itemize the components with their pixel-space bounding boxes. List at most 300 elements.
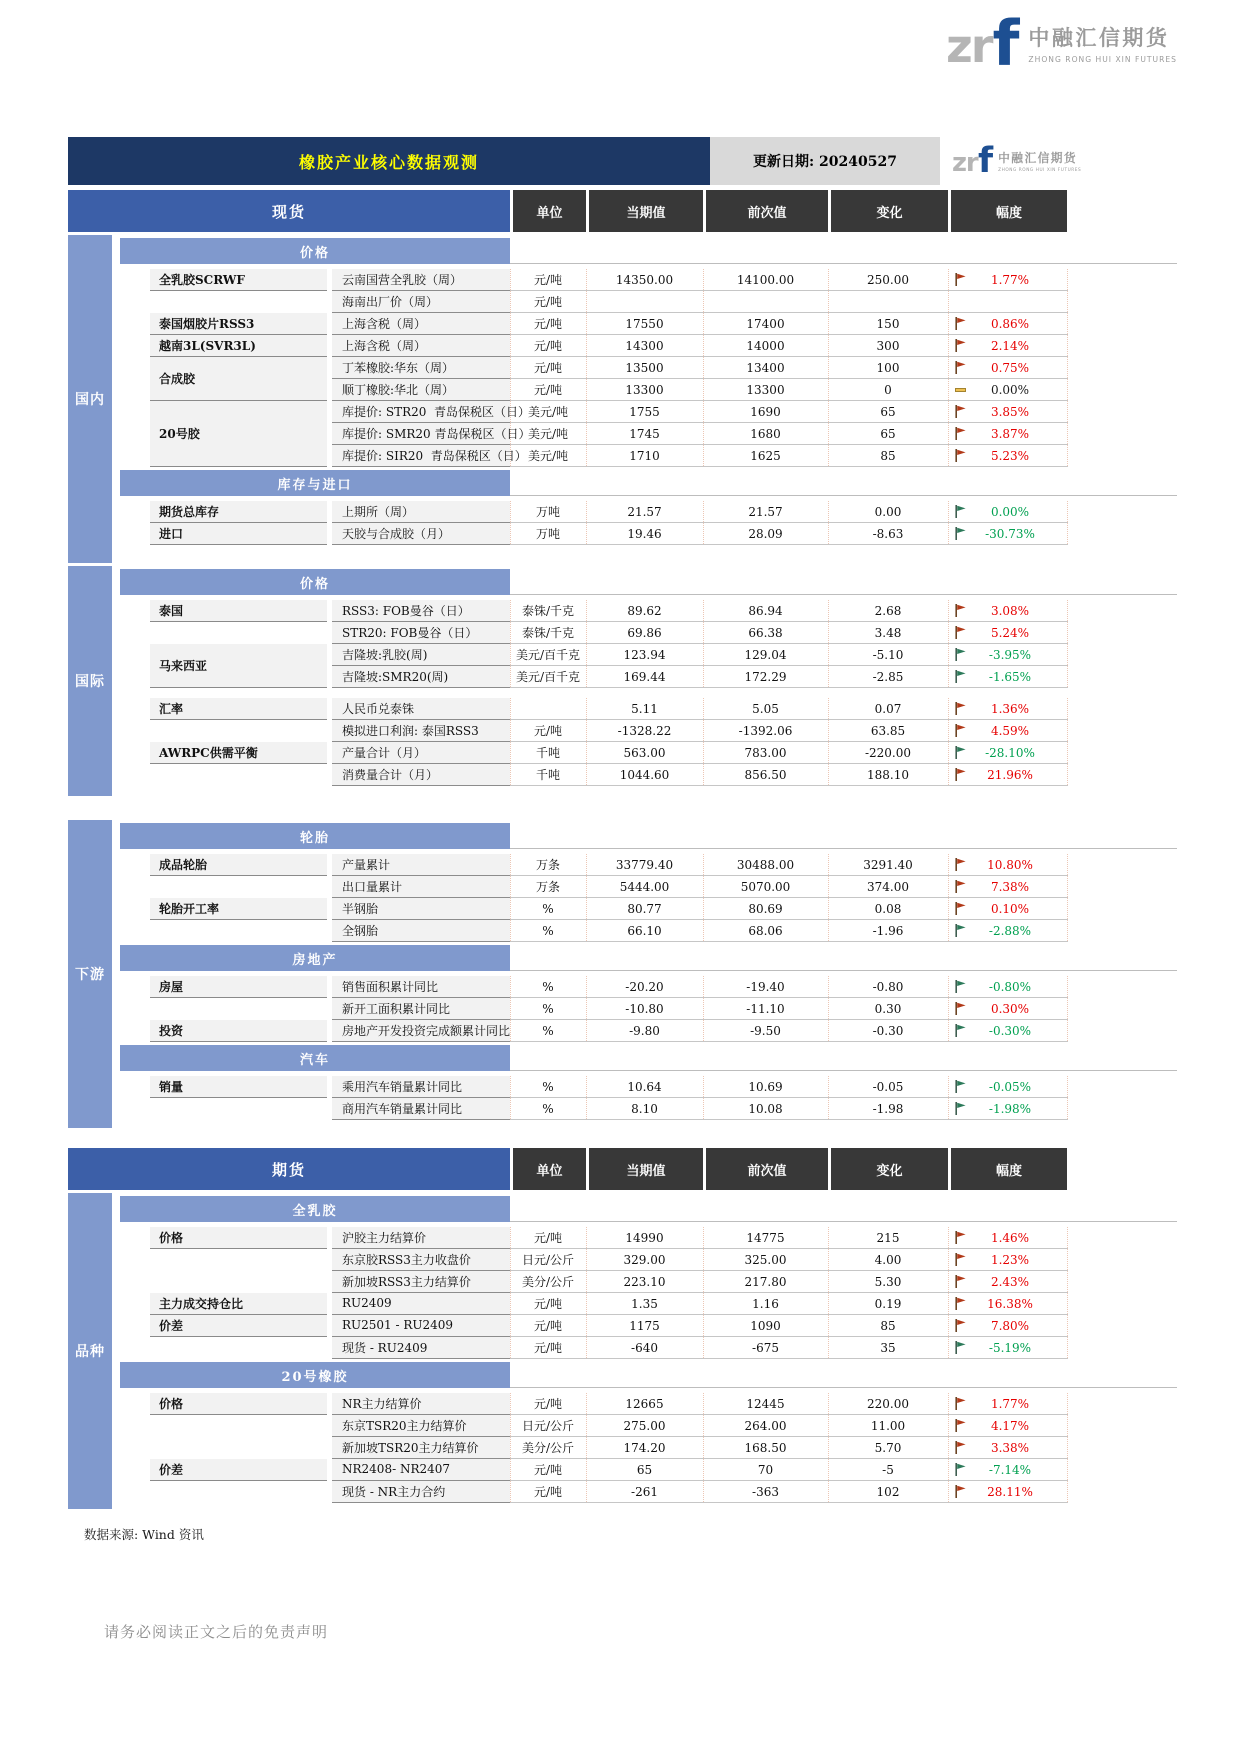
category-label: 马来西亚 (150, 644, 327, 688)
category-label: 投资 (150, 1020, 327, 1042)
cell-previous: 325.00 (703, 1249, 828, 1271)
section-header-row (120, 238, 1177, 264)
column-header: 单位 (510, 1148, 586, 1190)
cell-pct (948, 622, 1067, 644)
pct-wrap (949, 317, 1067, 331)
column-header: 前次值 (703, 1148, 828, 1190)
cell-unit: 元/吨 (510, 335, 586, 357)
logo-english-name: ZHONG RONG HUI XIN FUTURES (1028, 55, 1177, 64)
cell-current: 1175 (586, 1315, 703, 1337)
item-label: STR20: FOB曼谷（日） (332, 622, 510, 644)
pct-wrap (949, 1275, 1067, 1289)
item-label: 库提价: STR20 青岛保税区（日） (332, 401, 510, 423)
down-flag-icon (955, 1080, 968, 1093)
row-filler (1067, 1249, 1177, 1271)
logo-english-name: ZHONG RONG HUI XIN FUTURES (998, 167, 1082, 173)
pct-value: 7.38% (990, 879, 1030, 894)
down-flag-icon (955, 924, 968, 937)
section-header-rule (510, 569, 1177, 595)
data-row (120, 1459, 1177, 1481)
cell-current: 17550 (586, 313, 703, 335)
category-label: 泰国 (150, 600, 327, 622)
cell-previous: 70 (703, 1459, 828, 1481)
cell-unit: 千吨 (510, 742, 586, 764)
cell-previous: 264.00 (703, 1415, 828, 1437)
item-label: 出口量累计 (332, 876, 510, 898)
cell-current: 69.86 (586, 622, 703, 644)
up-flag-icon (955, 273, 968, 286)
cell-pct (948, 698, 1067, 720)
row-filler (1067, 1437, 1177, 1459)
cell-current: 80.77 (586, 898, 703, 920)
up-flag-icon (955, 1231, 968, 1244)
pct-value: 1.46% (990, 1230, 1030, 1245)
cell-change: 5.70 (828, 1437, 948, 1459)
cell-previous: 129.04 (703, 644, 828, 666)
up-flag-icon (955, 858, 968, 871)
pct-wrap (949, 1080, 1067, 1094)
panel-spot (68, 190, 1177, 796)
row-filler (1067, 501, 1177, 523)
cell-unit: 美元/吨 (510, 401, 586, 423)
cell-unit: 万吨 (510, 501, 586, 523)
cell-pct (948, 423, 1067, 445)
column-header: 前次值 (703, 190, 828, 232)
pct-wrap (949, 505, 1067, 519)
column-header: 当期值 (586, 1148, 703, 1190)
up-flag-icon (955, 427, 968, 440)
cell-category (120, 1437, 330, 1459)
section-title: 20号橡胶 (120, 1362, 510, 1388)
data-table (120, 1227, 1177, 1359)
cell-pct (948, 898, 1067, 920)
cell-current: 123.94 (586, 644, 703, 666)
cell-unit: 元/吨 (510, 720, 586, 742)
section-header-row (120, 470, 1177, 496)
item-label: 现货 - RU2409 (332, 1337, 510, 1359)
cell-previous: 10.69 (703, 1076, 828, 1098)
cell-current: 65 (586, 1459, 703, 1481)
item-label: 新开工面积累计同比 (332, 998, 510, 1020)
cell-previous: 13400 (703, 357, 828, 379)
cell-category (120, 335, 330, 357)
up-flag-icon (955, 1419, 968, 1432)
cell-category (120, 920, 330, 942)
row-filler (1067, 357, 1177, 379)
cell-category (120, 622, 330, 644)
cell-change: 220.00 (828, 1393, 948, 1415)
cell-current: -640 (586, 1337, 703, 1359)
cell-unit (510, 698, 586, 720)
data-table (120, 854, 1177, 942)
item-label: RSS3: FOB曼谷（日） (332, 600, 510, 622)
cell-category (120, 313, 330, 335)
pct-wrap (949, 858, 1067, 872)
cell-item (330, 1459, 510, 1481)
cell-unit: 元/吨 (510, 357, 586, 379)
data-row (120, 1437, 1177, 1459)
cell-unit: 元/吨 (510, 291, 586, 313)
item-label: 产量累计 (332, 854, 510, 876)
logo-chinese-name: 中融汇信期货 (998, 150, 1078, 165)
pct-value: -3.95% (988, 647, 1032, 662)
cell-category (120, 523, 330, 545)
cell-category (120, 1293, 330, 1315)
data-row (120, 898, 1177, 920)
item-label: NR主力结算价 (332, 1393, 510, 1415)
cell-unit: 元/吨 (510, 269, 586, 291)
pct-value: 28.11% (987, 1484, 1033, 1499)
data-row (120, 1415, 1177, 1437)
cell-pct (948, 1249, 1067, 1271)
header-filler (1067, 190, 1177, 232)
cell-current: 8.10 (586, 1098, 703, 1120)
up-flag-icon (955, 1441, 968, 1454)
cell-unit: 美分/公斤 (510, 1271, 586, 1293)
cell-unit: 泰铢/千克 (510, 622, 586, 644)
cell-item (330, 998, 510, 1020)
data-table (120, 501, 1177, 545)
cell-category (120, 501, 330, 523)
row-filler (1067, 401, 1177, 423)
section-title: 价格 (120, 238, 510, 264)
cell-category (120, 976, 330, 998)
cell-current: 14990 (586, 1227, 703, 1249)
pct-wrap (949, 383, 1067, 397)
cell-unit: 美元/百千克 (510, 644, 586, 666)
cell-previous: 68.06 (703, 920, 828, 942)
up-flag-icon (955, 361, 968, 374)
cell-category (120, 1098, 330, 1120)
cell-category (120, 1459, 330, 1481)
table-header-row (68, 1148, 1177, 1190)
cell-change: -2.85 (828, 666, 948, 688)
category-label: 成品轮胎 (150, 854, 327, 876)
cell-pct (948, 1227, 1067, 1249)
section-header-rule (510, 470, 1177, 496)
cell-change: -1.98 (828, 1098, 948, 1120)
pct-wrap (949, 702, 1067, 716)
cell-change: 11.00 (828, 1415, 948, 1437)
cell-item (330, 291, 510, 313)
pct-wrap (949, 670, 1067, 684)
cell-item (330, 335, 510, 357)
section-header-row (120, 823, 1177, 849)
cell-current: 223.10 (586, 1271, 703, 1293)
cell-pct (948, 501, 1067, 523)
item-label: NR2408- NR2407 (332, 1459, 510, 1481)
row-filler (1067, 1293, 1177, 1315)
cell-previous: 80.69 (703, 898, 828, 920)
pct-wrap (949, 604, 1067, 618)
cell-change: 0.19 (828, 1293, 948, 1315)
row-filler (1067, 720, 1177, 742)
pct-wrap (949, 273, 1067, 287)
row-filler (1067, 666, 1177, 688)
data-row (120, 1271, 1177, 1293)
cell-unit: 千吨 (510, 764, 586, 786)
section-padding (120, 786, 1177, 796)
cell-item (330, 1415, 510, 1437)
pct-value: 0.10% (990, 901, 1030, 916)
down-flag-icon (955, 746, 968, 759)
cell-change: 3.48 (828, 622, 948, 644)
section-title: 价格 (120, 569, 510, 595)
cell-pct (948, 920, 1067, 942)
pct-value: 21.96% (987, 767, 1033, 782)
item-label: 人民币兑泰铢 (332, 698, 510, 720)
row-filler (1067, 379, 1177, 401)
pct-wrap (949, 1341, 1067, 1355)
cell-unit: 元/吨 (510, 1227, 586, 1249)
data-table (120, 976, 1177, 1042)
data-row (120, 600, 1177, 622)
row-filler (1067, 1337, 1177, 1359)
cell-current: 33779.40 (586, 854, 703, 876)
row-filler (1067, 1076, 1177, 1098)
cell-unit: 元/吨 (510, 1459, 586, 1481)
cell-item (330, 269, 510, 291)
item-label: 半钢胎 (332, 898, 510, 920)
row-filler (1067, 1415, 1177, 1437)
data-row (120, 357, 1177, 379)
pct-wrap (949, 1297, 1067, 1311)
cell-change: 63.85 (828, 720, 948, 742)
panel-downstream (68, 820, 1177, 1128)
data-row (120, 401, 1177, 423)
cell-previous: 1.16 (703, 1293, 828, 1315)
cell-pct (948, 998, 1067, 1020)
cell-change: 0.00 (828, 501, 948, 523)
pct-wrap (949, 1397, 1067, 1411)
cell-unit: 元/吨 (510, 313, 586, 335)
cell-category (120, 698, 330, 720)
item-label: RU2409 (332, 1293, 510, 1315)
item-label: 吉隆坡:SMR20(周) (332, 666, 510, 688)
cell-current: -20.20 (586, 976, 703, 998)
sidebar-label: 国内 (68, 235, 112, 563)
cell-pct (948, 876, 1067, 898)
table-header-row (68, 190, 1177, 232)
cell-previous: 14775 (703, 1227, 828, 1249)
disclaimer-text: 请务必阅读正文之后的免责声明 (104, 1623, 329, 1641)
pct-wrap (949, 1253, 1067, 1267)
title-banner (68, 137, 1177, 185)
cell-item (330, 1076, 510, 1098)
item-label: 上海含税（周） (332, 335, 510, 357)
logo-zr-text: zr (945, 19, 992, 74)
category-label: 价格 (150, 1227, 327, 1249)
category-label: 价差 (150, 1315, 327, 1337)
pct-wrap (949, 405, 1067, 419)
column-header-spot: 现货 (68, 190, 510, 232)
item-label: 天胶与合成胶（月） (332, 523, 510, 545)
cell-change (828, 291, 948, 313)
row-filler (1067, 1098, 1177, 1120)
up-flag-icon (955, 724, 968, 737)
row-filler (1067, 1481, 1177, 1503)
row-filler (1067, 1271, 1177, 1293)
cell-item (330, 501, 510, 523)
cell-unit: 万吨 (510, 523, 586, 545)
cell-current: 10.64 (586, 1076, 703, 1098)
cell-unit: 元/吨 (510, 1315, 586, 1337)
section-padding (120, 545, 1177, 563)
cell-item (330, 622, 510, 644)
data-row (120, 313, 1177, 335)
cell-category (120, 600, 330, 622)
column-header: 幅度 (948, 190, 1067, 232)
pct-value: 0.75% (990, 360, 1030, 375)
pct-wrap (949, 1463, 1067, 1477)
cell-pct (948, 523, 1067, 545)
row-filler (1067, 423, 1177, 445)
data-row (120, 1249, 1177, 1271)
up-flag-icon (955, 1485, 968, 1498)
cell-unit: 元/吨 (510, 1393, 586, 1415)
cell-item (330, 1020, 510, 1042)
row-filler (1067, 291, 1177, 313)
cell-change: 65 (828, 423, 948, 445)
item-label: 商用汽车销量累计同比 (332, 1098, 510, 1120)
pct-wrap (949, 980, 1067, 994)
pct-value: 7.80% (990, 1318, 1030, 1333)
pct-value: 16.38% (987, 1296, 1033, 1311)
cell-change: 3291.40 (828, 854, 948, 876)
column-header: 幅度 (948, 1148, 1067, 1190)
category-label: 全乳胶SCRWF (150, 269, 327, 291)
pct-wrap (949, 626, 1067, 640)
pct-value: -2.88% (988, 923, 1032, 938)
cell-change: -5.10 (828, 644, 948, 666)
up-flag-icon (955, 604, 968, 617)
logo-text-block (998, 149, 1081, 173)
cell-category (120, 720, 330, 742)
data-row (120, 1337, 1177, 1359)
cell-change: 35 (828, 1337, 948, 1359)
pct-value: -1.65% (988, 669, 1032, 684)
item-label: 乘用汽车销量累计同比 (332, 1076, 510, 1098)
cell-pct (948, 401, 1067, 423)
cell-unit: % (510, 998, 586, 1020)
row-filler (1067, 698, 1177, 720)
cell-previous: 5070.00 (703, 876, 828, 898)
cell-current: 21.57 (586, 501, 703, 523)
pct-wrap (949, 1002, 1067, 1016)
category-label: 销量 (150, 1076, 327, 1098)
cell-previous: 86.94 (703, 600, 828, 622)
cell-previous: 217.80 (703, 1271, 828, 1293)
banner-logo-box (940, 137, 1177, 185)
tables-root (68, 190, 1177, 1509)
item-label: 消费量合计（月） (332, 764, 510, 786)
down-flag-icon (955, 527, 968, 540)
section-header-rule (510, 1045, 1177, 1071)
cell-current: 19.46 (586, 523, 703, 545)
cell-previous: 1625 (703, 445, 828, 467)
cell-unit: % (510, 898, 586, 920)
cell-pct (948, 1459, 1067, 1481)
cell-previous: 10.08 (703, 1098, 828, 1120)
cell-category (120, 1315, 330, 1337)
data-row (120, 1481, 1177, 1503)
cell-pct (948, 1481, 1067, 1503)
down-flag-icon (955, 505, 968, 518)
row-filler (1067, 445, 1177, 467)
cell-item (330, 1098, 510, 1120)
cell-previous: -675 (703, 1337, 828, 1359)
cell-pct (948, 976, 1067, 998)
cell-item (330, 742, 510, 764)
header-filler (1067, 1148, 1177, 1190)
company-logo-small (952, 140, 1082, 181)
down-flag-icon (955, 1024, 968, 1037)
cell-pct (948, 291, 1067, 313)
region-block (68, 235, 1177, 563)
cell-change: 374.00 (828, 876, 948, 898)
cell-unit: 万条 (510, 854, 586, 876)
up-flag-icon (955, 1253, 968, 1266)
data-row (120, 269, 1177, 291)
up-flag-icon (955, 1397, 968, 1410)
cell-item (330, 1437, 510, 1459)
pct-value: -28.10% (985, 745, 1035, 760)
report-body (68, 137, 1177, 1642)
down-flag-icon (955, 1341, 968, 1354)
cell-pct (948, 720, 1067, 742)
up-flag-icon (955, 880, 968, 893)
cell-previous: -19.40 (703, 976, 828, 998)
cell-current: 5.11 (586, 698, 703, 720)
logo-text-block (1028, 22, 1177, 65)
cell-pct (948, 600, 1067, 622)
data-row (120, 1293, 1177, 1315)
category-label: 轮胎开工率 (150, 898, 327, 920)
cell-category (120, 357, 330, 401)
pct-value: 0.86% (990, 316, 1030, 331)
cell-pct (948, 313, 1067, 335)
category-label: 汇率 (150, 698, 327, 720)
cell-change: 215 (828, 1227, 948, 1249)
pct-value: -30.73% (985, 526, 1035, 541)
pct-value: 5.24% (990, 625, 1030, 640)
cell-item (330, 401, 531, 423)
cell-current (586, 291, 703, 313)
cell-current: 14300 (586, 335, 703, 357)
cell-previous: 1090 (703, 1315, 828, 1337)
cell-category (120, 401, 330, 467)
cell-change: 102 (828, 1481, 948, 1503)
item-label: 海南出厂价（周） (332, 291, 510, 313)
cell-current: 66.10 (586, 920, 703, 942)
section-padding (120, 1503, 1177, 1509)
cell-previous: 13300 (703, 379, 828, 401)
pct-wrap (949, 527, 1067, 541)
section-title: 轮胎 (120, 823, 510, 849)
cell-unit: % (510, 1020, 586, 1042)
pct-value: -5.19% (988, 1340, 1032, 1355)
cell-unit: 日元/公斤 (510, 1415, 586, 1437)
cell-item (330, 379, 510, 401)
cell-unit: 元/吨 (510, 1293, 586, 1315)
cell-current: 563.00 (586, 742, 703, 764)
cell-item (330, 764, 510, 786)
section-header-row (120, 569, 1177, 595)
pct-wrap (949, 768, 1067, 782)
cell-pct (948, 1293, 1067, 1315)
data-row (120, 1020, 1177, 1042)
row-filler (1067, 622, 1177, 644)
